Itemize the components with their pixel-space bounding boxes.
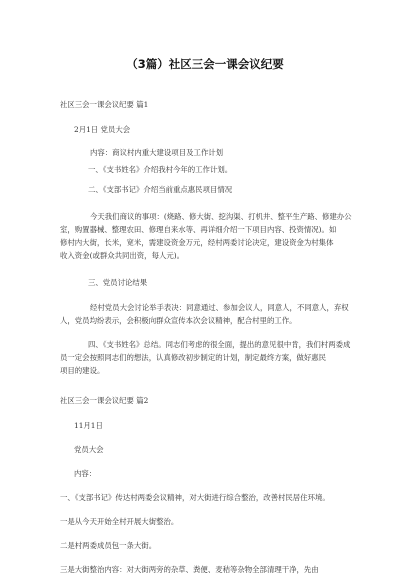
section1-header: 社区三会一课会议纪要 篇1 (60, 100, 149, 109)
section2-meeting: 党员大会 (74, 445, 104, 454)
section1-para1-line1: 今天我们商议的事项：(烧路、修大街、挖沟渠、打机井、整平生产路、修建办公 (90, 212, 352, 221)
section1-para3-line3: 项目的建设。 (60, 366, 105, 375)
section1-para1-line4: 收入资金(或群众共同出资，每人元)。 (60, 251, 185, 260)
section1-para1-line2: 室，购置器械、整理农田、修理自来水等、再详细介绍一下项目内容、投资情况)。如 (60, 225, 337, 234)
section2-item2: 一是从今天开始全村开展大街整治。 (60, 517, 179, 526)
section2-item3: 二是村两委成员包一条大街。 (60, 541, 157, 550)
section1-para3-line1: 四、《支书姓名》总结。同志们考虑的很全面，提出的意见很中肯，我们村两委成 (88, 340, 351, 349)
section1-item3: 三、党员讨论结果 (88, 278, 148, 287)
section1-para2-line2: 人，党员均纷表示，会积极向群众宣传本次会议精神，配合村里的工作。 (60, 316, 297, 325)
section2-date: 11月1日 (74, 421, 103, 430)
section1-para1-line3: 修村内大街，长米，宽米，需建设资金万元，经村两委讨论决定，建设资金为村集体 (60, 238, 334, 247)
section1-item1: 一、《支书姓名》介绍我村今年的工作计划。 (88, 165, 233, 174)
section1-para3-line2: 员一定会按照同志们的想法，认真修改初步制定的计划，制定最终方案，做好惠民 (60, 353, 327, 362)
document-title: （3篇）社区三会一课会议纪要 (126, 57, 284, 71)
section1-para2-line1: 经村党员大会讨论举手表决：同意通过、参加会议人，同意人，不同意人，弃权 (90, 303, 349, 312)
section2-item4: 三是大街整治内容：对大街两旁的杂草、粪便、麦秸等杂物全部清理干净，先由 (60, 565, 319, 574)
section2-header: 社区三会一课会议纪要 篇2 (60, 396, 149, 405)
section2-content: 内容： (74, 469, 97, 478)
section2-item1: 一、《支部书记》传达村两委会议精神，对大街进行综合整治，改善村民居住环境。 (60, 493, 330, 502)
section1-date: 2月1日 党员大会 (74, 125, 131, 134)
section1-item2: 二、《支部书记》介绍当前重点惠民项目情况 (88, 185, 233, 194)
section1-content: 内容：商议村内重大建设项目及工作计划 (90, 148, 224, 157)
